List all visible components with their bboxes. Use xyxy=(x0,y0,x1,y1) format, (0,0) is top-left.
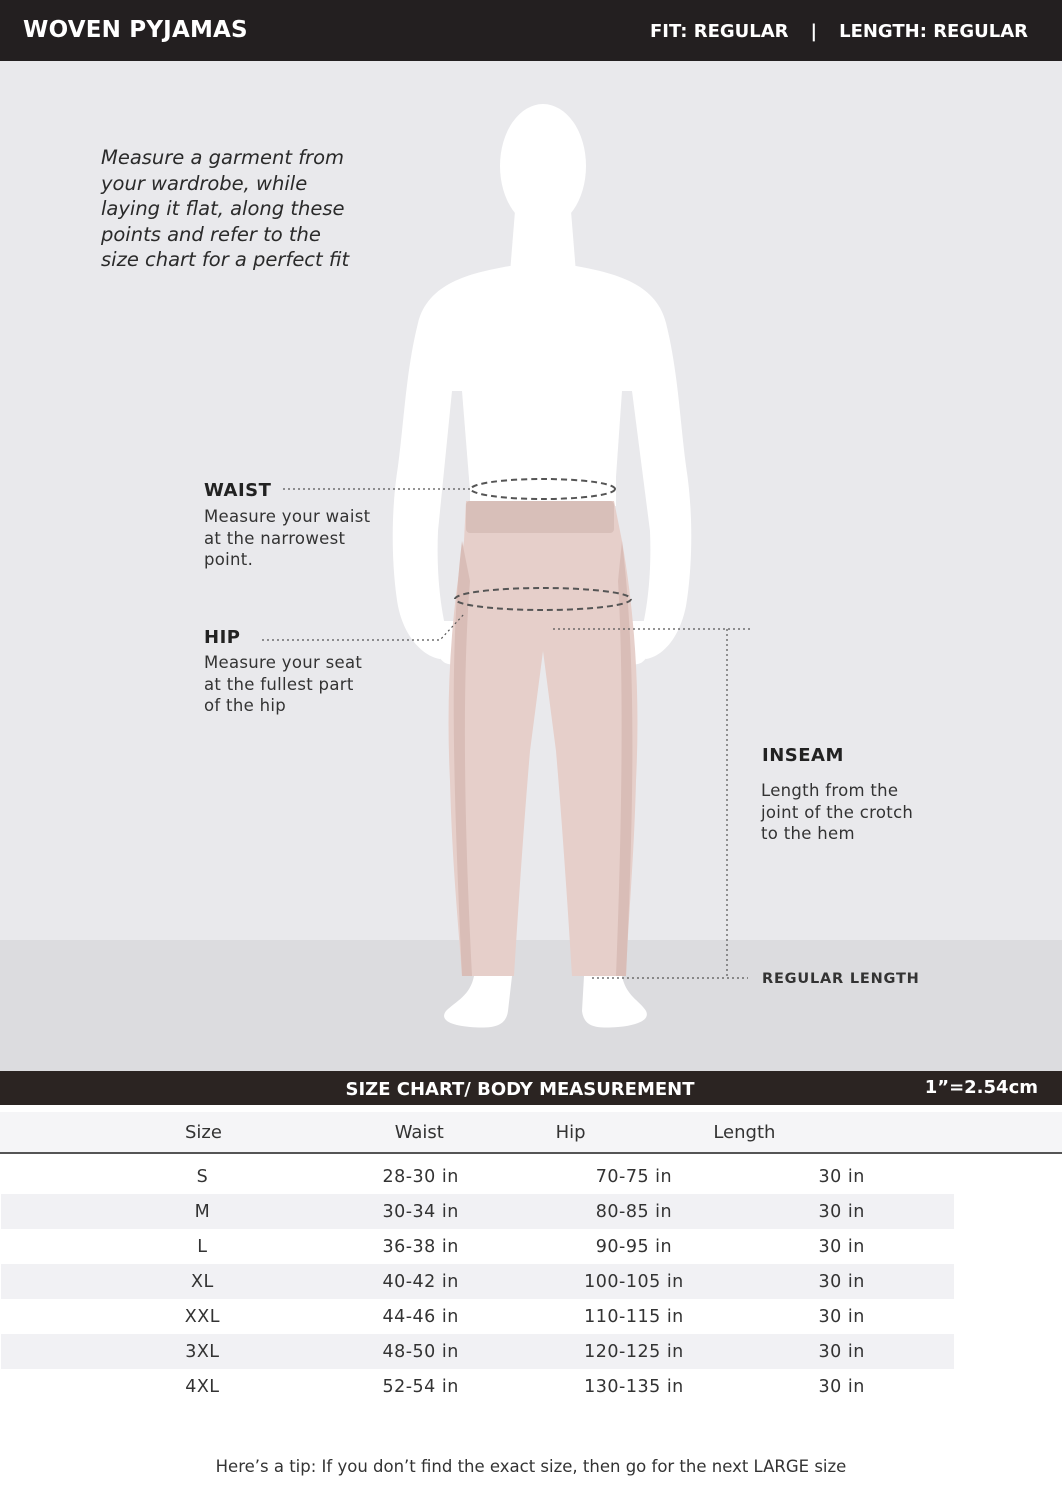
separator: | xyxy=(810,21,818,42)
header-bar xyxy=(0,0,1062,61)
table-row xyxy=(0,1194,1062,1229)
length-cell: 30 in xyxy=(818,1271,865,1292)
hip-cell: 130-135 in xyxy=(584,1376,684,1397)
length-cell: 30 in xyxy=(818,1166,865,1187)
waist-desc-line: Measure your waist xyxy=(204,507,371,526)
table-row xyxy=(0,1334,1062,1369)
fit-label: FIT: REGULAR xyxy=(649,21,789,42)
hip-desc-line: Measure your seat xyxy=(204,653,363,672)
size-table-body xyxy=(0,1153,1062,1404)
column-header-length xyxy=(713,1112,1062,1153)
neck-shape xyxy=(510,211,576,273)
hip-cell: 90-95 in xyxy=(595,1236,673,1257)
size-chart-title: SIZE CHART/ BODY MEASUREMENT xyxy=(345,1079,695,1100)
waist-title: WAIST xyxy=(204,480,272,501)
waist-cell: 28-30 in xyxy=(382,1166,459,1187)
inseam-description xyxy=(761,780,913,845)
length-label: LENGTH: REGULAR xyxy=(839,21,1028,42)
column-header-length-label: Length xyxy=(713,1121,776,1143)
column-header-waist-label: Waist xyxy=(394,1121,444,1143)
table-row xyxy=(0,1229,1062,1264)
left-foot-shape xyxy=(444,976,512,1028)
inseam-desc-line: to the hem xyxy=(761,824,855,843)
table-row xyxy=(0,1299,1062,1334)
size-cell: XXL xyxy=(184,1306,220,1327)
hip-cell: 70-75 in xyxy=(595,1166,673,1187)
hip-desc-line: at the fullest part xyxy=(204,674,354,694)
waist-cell: 40-42 in xyxy=(382,1271,459,1292)
table-row xyxy=(0,1264,1062,1299)
head-shape xyxy=(500,104,586,228)
size-cell: L xyxy=(197,1236,208,1257)
size-table xyxy=(0,1112,1062,1404)
illustration-area xyxy=(0,61,1062,1071)
unit-conversion: 1”=2.54cm xyxy=(924,1077,1038,1098)
table-row xyxy=(0,1369,1062,1404)
column-header-size: Size xyxy=(185,1121,222,1143)
waist-cell: 48-50 in xyxy=(382,1341,459,1362)
waist-description xyxy=(204,506,370,571)
size-cell: XL xyxy=(191,1271,214,1292)
size-cell: M xyxy=(194,1201,211,1222)
length-cell: 30 in xyxy=(818,1201,865,1222)
hip-cell: 100-105 in xyxy=(584,1271,684,1292)
waist-cell: 30-34 in xyxy=(382,1201,459,1222)
waist-cell: 52-54 in xyxy=(382,1376,459,1397)
waist-cell: 36-38 in xyxy=(382,1236,459,1257)
waist-desc-line: at the narrowest xyxy=(204,528,346,548)
length-cell: 30 in xyxy=(818,1341,865,1362)
inseam-desc-line: Length from the xyxy=(761,781,899,800)
hip-title: HIP xyxy=(204,627,241,648)
length-cell: 30 in xyxy=(818,1236,865,1257)
page-title: WOVEN PYJAMAS xyxy=(23,17,248,43)
waist-desc-line: point. xyxy=(204,550,254,569)
regular-length-label: REGULAR LENGTH xyxy=(762,971,920,987)
length-cell: 30 in xyxy=(818,1376,865,1397)
inseam-desc-line: joint of the crotch xyxy=(761,802,914,822)
hip-cell: 80-85 in xyxy=(595,1201,673,1222)
hip-cell: 120-125 in xyxy=(584,1341,684,1362)
size-cell: 4XL xyxy=(185,1376,220,1397)
hip-description xyxy=(204,652,362,717)
pants-shape xyxy=(449,501,638,976)
size-cell: S xyxy=(196,1166,209,1187)
fit-info xyxy=(650,21,1028,42)
waistband-shape xyxy=(466,501,614,533)
right-foot-shape xyxy=(582,976,647,1028)
size-chart-header xyxy=(0,1071,1062,1105)
waist-cell: 44-46 in xyxy=(382,1306,459,1327)
table-header-row xyxy=(0,1112,1062,1153)
intro-text: Measure a garment from your wardrobe, while laying it flat, along these points and refer to the size chart for a perfect fit xyxy=(101,146,350,271)
inseam-title: INSEAM xyxy=(762,745,844,766)
length-cell: 30 in xyxy=(818,1306,865,1327)
hip-desc-line: of the hip xyxy=(204,696,286,715)
table-row xyxy=(0,1153,1062,1194)
column-header-hip-label: Hip xyxy=(555,1121,586,1143)
size-cell: 3XL xyxy=(185,1341,220,1362)
tip-text: Here’s a tip: If you don’t find the exact size, then go for the next LARGE size xyxy=(215,1457,847,1476)
hip-cell: 110-115 in xyxy=(584,1306,684,1327)
